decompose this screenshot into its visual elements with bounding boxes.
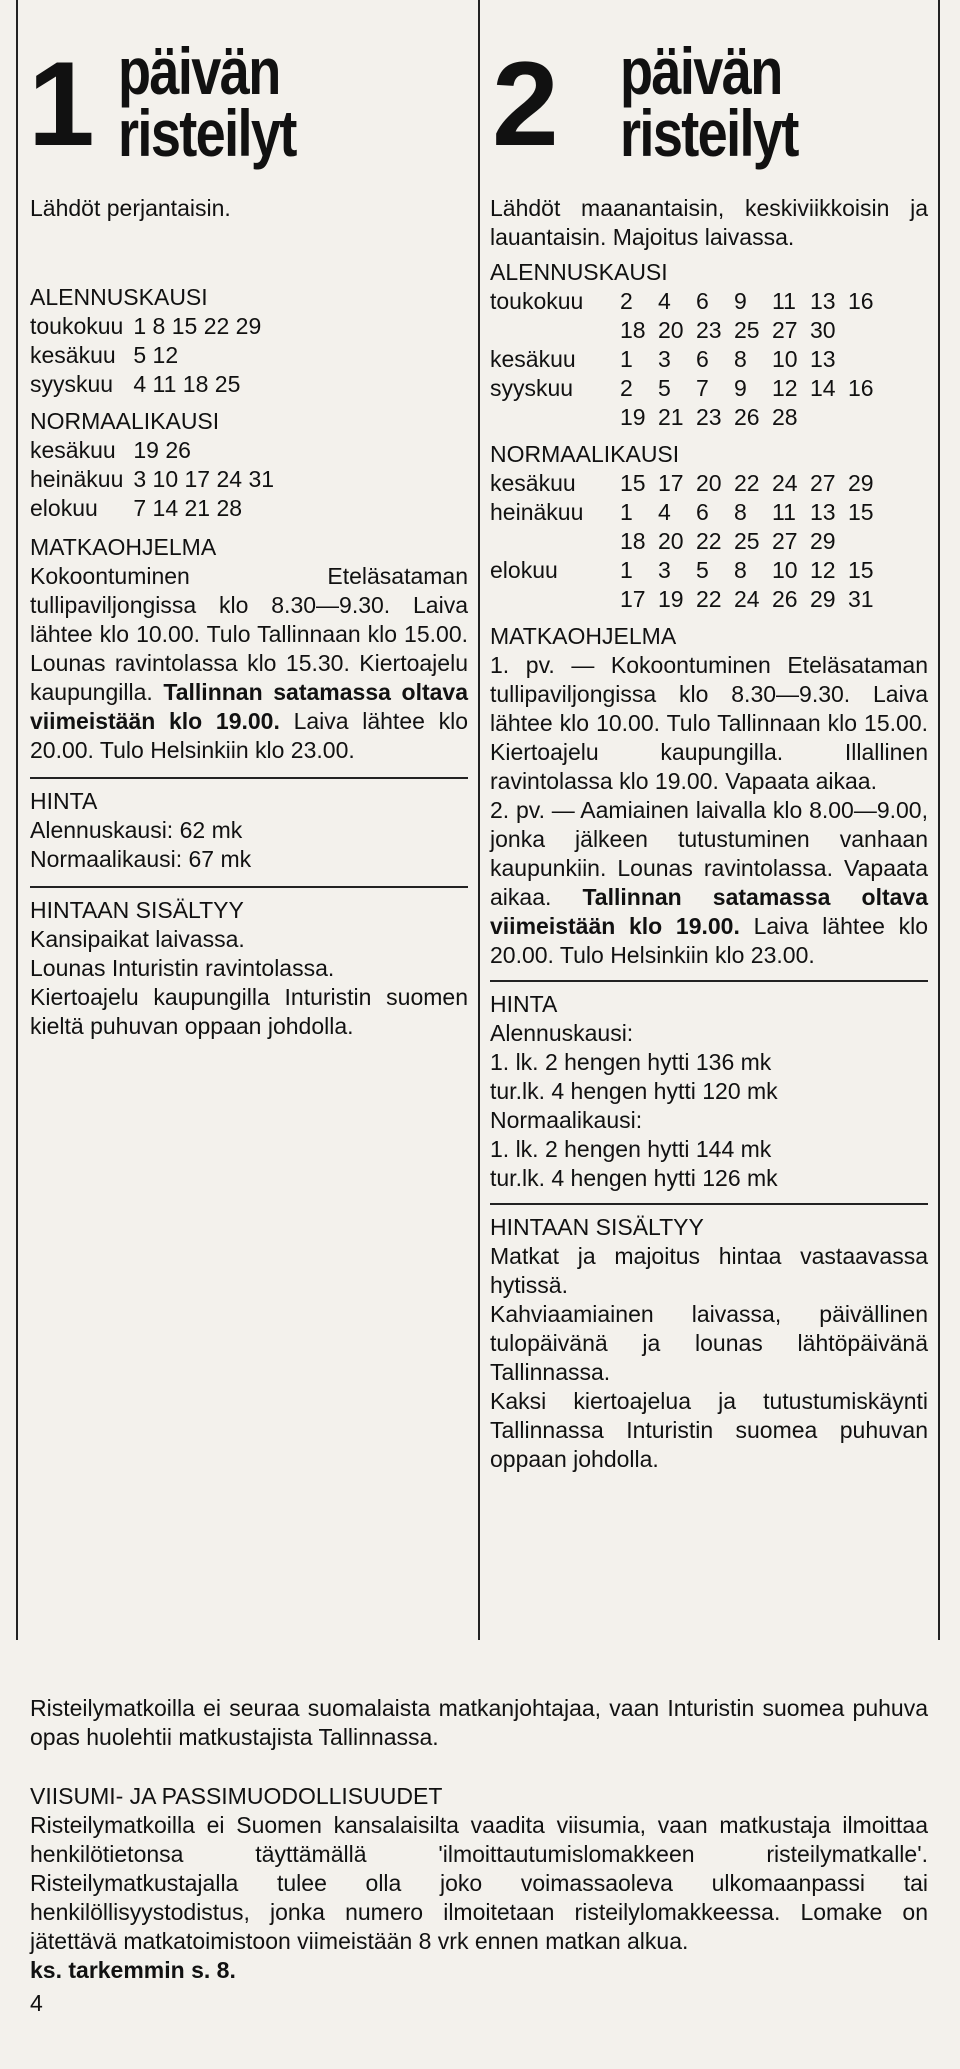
table-cell-date: 1: [620, 499, 633, 525]
col2-included-line: Kahviaamiainen laivassa, päivällinen tulopäivänä ja lounas lähtöpäivänä Tallinnassa.: [490, 1301, 928, 1385]
table-cell-month: elokuu: [490, 557, 558, 583]
table-cell-date: 26: [772, 586, 798, 612]
table-cell-date: 9: [734, 288, 747, 314]
footer-intro: Risteilymatkoilla ei seuraa suomalaista matkanjohtajaa, vaan Inturistin suomea puhuva opas huolehtii matkustajista Tallinnassa.: [30, 1695, 928, 1750]
table-cell-date: 17: [658, 470, 684, 496]
table-cell-date: 8: [734, 499, 747, 525]
table-cell-date: 15: [620, 470, 646, 496]
table-cell-date: 30: [810, 317, 836, 343]
footer: [30, 1694, 928, 2018]
table-cell-date: 16: [848, 288, 874, 314]
table-cell-month: [490, 403, 612, 432]
col1-included-line: Kiertoajelu kaupungilla Inturistin suomen kieltä puhuvan oppaan johdolla.: [30, 984, 468, 1039]
col1-title-line2: risteilyt: [118, 96, 296, 170]
table-cell-date: 29: [810, 586, 836, 612]
col2-price-line: 1. lk. 2 hengen hytti 136 mk: [490, 1049, 772, 1075]
table-cell-date: 11: [772, 499, 796, 525]
table-cell-month: kesäkuu: [30, 342, 116, 368]
col1-program-bold: Tallinnan satamassa oltava viimeistään klo 19.00.: [30, 679, 468, 734]
col1-body: [30, 194, 468, 1041]
table-cell-date: 4: [658, 288, 671, 314]
table-cell-date: 4: [658, 499, 671, 525]
table-cell-date: 24: [734, 586, 760, 612]
table-cell-month: heinäkuu: [490, 499, 584, 525]
col2-price-line: Alennuskausi:: [490, 1020, 634, 1046]
col2-divider: [490, 980, 928, 982]
table-cell-dates: 3 10 17 24 31: [133, 466, 275, 492]
table-cell-date: 20: [658, 317, 684, 343]
table-cell-date: 10: [772, 557, 798, 583]
table-cell-date: 24: [772, 470, 798, 496]
col2-title-line2: risteilyt: [620, 96, 798, 170]
table-cell-date: 6: [696, 288, 709, 314]
table-cell-dates: 7 14 21 28: [133, 495, 243, 521]
table-cell-date: 6: [696, 346, 709, 372]
col1-title-line1: päivän: [118, 34, 280, 108]
col2-normal-table: [490, 469, 928, 614]
table-cell-date: 25: [734, 317, 760, 343]
footer-see-more: [30, 1956, 928, 1985]
table-cell-month: heinäkuu: [30, 466, 124, 492]
table-cell-date: 2: [620, 288, 633, 314]
table-cell-date: 23: [696, 317, 722, 343]
table-cell-date: 15: [848, 499, 874, 525]
col1-price-line: Alennuskausi: 62 mk: [30, 817, 243, 843]
table-cell-date: 22: [734, 470, 760, 496]
table-cell-month: [490, 585, 612, 614]
col2-program-part-b: 2. pv. — Aamiainen laivalla klo 8.00—9.00, jonka jälkeen tutustuminen vanhaan kaupunkiin. Lounas ravintolassa. Vapaata aikaa.: [490, 797, 928, 910]
table-cell-date: 7: [696, 375, 709, 401]
col2-price-line: 1. lk. 2 hengen hytti 144 mk: [490, 1136, 772, 1162]
col1-price-line: Normaalikausi: 67 mk: [30, 846, 252, 872]
table-cell-dates: 1 8 15 22 29: [133, 313, 262, 339]
col2-program-day2: [490, 796, 928, 970]
col2-price-line: Normaalikausi:: [490, 1107, 643, 1133]
col2-included-heading: HINTAAN SISÄLTYY: [490, 1214, 704, 1240]
table-cell-date: 1: [620, 557, 633, 583]
table-cell-date: 13: [810, 346, 836, 372]
col1-program-part-b: Laiva lähtee klo 20.00. Tulo Helsinkiin klo 23.00.: [30, 708, 469, 763]
table-cell-date: 27: [810, 470, 836, 496]
table-cell-date: 1: [620, 346, 633, 372]
col1-program-part-a: Kokoontuminen Eteläsataman tullipaviljongissa klo 8.30—9.30. Laiva lähtee klo 10.00. Tulo Tallinnaan klo 15.00. Lounas ravintolassa klo 15.30. Kiertoajelu kaupungilla.: [30, 563, 468, 705]
col1-day-number: 1: [28, 37, 95, 171]
col2-program-part-c: Laiva lähtee klo 20.00. Tulo Helsinkiin klo 23.00.: [490, 913, 929, 968]
col2-program-bold: Tallinnan satamassa oltava viimeistään klo 19.00.: [490, 884, 929, 939]
col1-program-heading: MATKAOHJELMA: [30, 534, 217, 560]
col2-program-day1: 1. pv. — Kokoontuminen Eteläsataman tullipaviljongissa klo 8.30—9.30. Laiva lähtee klo 10.00. Tulo Tallinnaan klo 15.00. Kiertoajelu kaupungilla. Illallinen ravintolassa klo 19.00. Vapaata aikaa.: [490, 652, 928, 794]
table-cell-date: 6: [696, 499, 709, 525]
col2-day-number: 2: [492, 37, 559, 171]
col2-price-line: tur.lk. 4 hengen hytti 126 mk: [490, 1165, 778, 1191]
table-cell-date: 21: [658, 404, 684, 430]
col2-price-line: tur.lk. 4 hengen hytti 120 mk: [490, 1078, 778, 1104]
column-divider: [478, 0, 480, 1640]
col1-price-heading: HINTA: [30, 788, 98, 814]
table-cell-month: syyskuu: [30, 371, 114, 397]
col1-included-line: Lounas Inturistin ravintolassa.: [30, 955, 335, 981]
page-number: 4: [30, 1990, 43, 2016]
col1-divider: [30, 886, 468, 888]
table-cell-date: 12: [772, 375, 798, 401]
col2-included-line: Kaksi kiertoajelua ja tutustumiskäynti Tallinnassa Inturistin suomea puhuvan oppaan johdolla.: [490, 1388, 928, 1472]
table-cell-dates: 5 12: [133, 342, 179, 368]
see-more-text: ks. tarkemmin s. 8.: [30, 1957, 236, 1983]
table-cell-date: 5: [658, 375, 671, 401]
col2-title-line1: päivän: [620, 34, 782, 108]
col2-body: [490, 194, 928, 1474]
table-cell-date: 18: [620, 528, 646, 554]
left-margin-rule: [16, 0, 18, 1640]
table-cell-date: 10: [772, 346, 798, 372]
table-cell-date: 16: [848, 375, 874, 401]
table-cell-date: 20: [696, 470, 722, 496]
table-cell-date: 9: [734, 375, 747, 401]
col2-price-heading: HINTA: [490, 991, 558, 1017]
table-cell-date: 2: [620, 375, 633, 401]
table-cell-month: kesäkuu: [490, 470, 576, 496]
footer-visa-heading: VIISUMI- JA PASSIMUODOLLISUUDET: [30, 1783, 443, 1809]
col1-program-text: [30, 562, 468, 765]
col2-program-heading: MATKAOHJELMA: [490, 623, 677, 649]
table-cell-date: 11: [772, 288, 796, 314]
table-cell-date: 26: [734, 404, 760, 430]
col2-normal-heading: NORMAALIKAUSI: [490, 441, 680, 467]
table-cell-date: 8: [734, 346, 747, 372]
col2-discount-heading: ALENNUSKAUSI: [490, 259, 668, 285]
col1-discount-table: [30, 312, 468, 399]
right-margin-rule: [938, 0, 940, 1640]
col2-included-line: Matkat ja majoitus hintaa vastaavassa hytissä.: [490, 1243, 928, 1298]
table-cell-date: 3: [658, 557, 671, 583]
table-cell-month: toukokuu: [490, 288, 584, 314]
table-cell-date: 22: [696, 586, 722, 612]
table-cell-date: 19: [658, 586, 684, 612]
table-cell-month: [490, 527, 612, 556]
table-cell-month: kesäkuu: [490, 346, 576, 372]
col1-included-line: Kansipaikat laivassa.: [30, 926, 245, 952]
table-cell-date: 25: [734, 528, 760, 554]
table-cell-date: 5: [696, 557, 709, 583]
table-cell-dates: 4 11 18 25: [133, 371, 241, 397]
table-cell-date: 18: [620, 317, 646, 343]
table-cell-date: 29: [810, 528, 836, 554]
footer-visa-text: Risteilymatkoilla ei Suomen kansalaisilta vaadita viisumia, vaan matkustaja ilmoittaa henkilötietonsa täyttämällä 'ilmoittautumislomakkeen risteilymatkalle'. Risteilymatkustajalla tulee olla joko voimassaoleva ulkomaanpassi tai henkilöllisyystodistus, jonka numero ilmoitetaan risteilylomakkeessa. Lomake on jätettävä matkatoimistoon viimeistään 8 vrk ennen matkan alkua.: [30, 1812, 928, 1954]
table-cell-date: 20: [658, 528, 684, 554]
table-cell-date: 13: [810, 288, 836, 314]
table-cell-date: 27: [772, 528, 798, 554]
col1-departures: Lähdöt perjantaisin.: [30, 195, 231, 221]
table-cell-month: [490, 316, 612, 345]
col1-normal-table: [30, 436, 468, 523]
table-cell-date: 8: [734, 557, 747, 583]
table-cell-month: kesäkuu: [30, 437, 116, 463]
table-cell-dates: 19 26: [133, 437, 191, 463]
table-cell-date: 12: [810, 557, 836, 583]
table-cell-date: 22: [696, 528, 722, 554]
table-cell-date: 31: [848, 586, 874, 612]
table-cell-date: 19: [620, 404, 646, 430]
col1-divider: [30, 777, 468, 779]
table-cell-date: 13: [810, 499, 836, 525]
col1-normal-heading: NORMAALIKAUSI: [30, 408, 220, 434]
table-cell-date: 29: [848, 470, 874, 496]
col2-divider: [490, 1203, 928, 1205]
table-cell-date: 23: [696, 404, 722, 430]
col2-discount-table: [490, 287, 928, 432]
table-cell-date: 28: [772, 404, 798, 430]
col1-included-heading: HINTAAN SISÄLTYY: [30, 897, 244, 923]
table-cell-month: elokuu: [30, 495, 98, 521]
table-cell-date: 15: [848, 557, 874, 583]
table-cell-date: 27: [772, 317, 798, 343]
table-cell-date: 17: [620, 586, 646, 612]
col1-discount-heading: ALENNUSKAUSI: [30, 284, 208, 310]
table-cell-date: 14: [810, 375, 836, 401]
table-cell-date: 3: [658, 346, 671, 372]
table-cell-month: syyskuu: [490, 375, 574, 401]
col2-departures: Lähdöt maanantaisin, keskiviikkoisin ja lauantaisin. Majoitus laivassa.: [490, 195, 928, 250]
table-cell-month: toukokuu: [30, 313, 124, 339]
